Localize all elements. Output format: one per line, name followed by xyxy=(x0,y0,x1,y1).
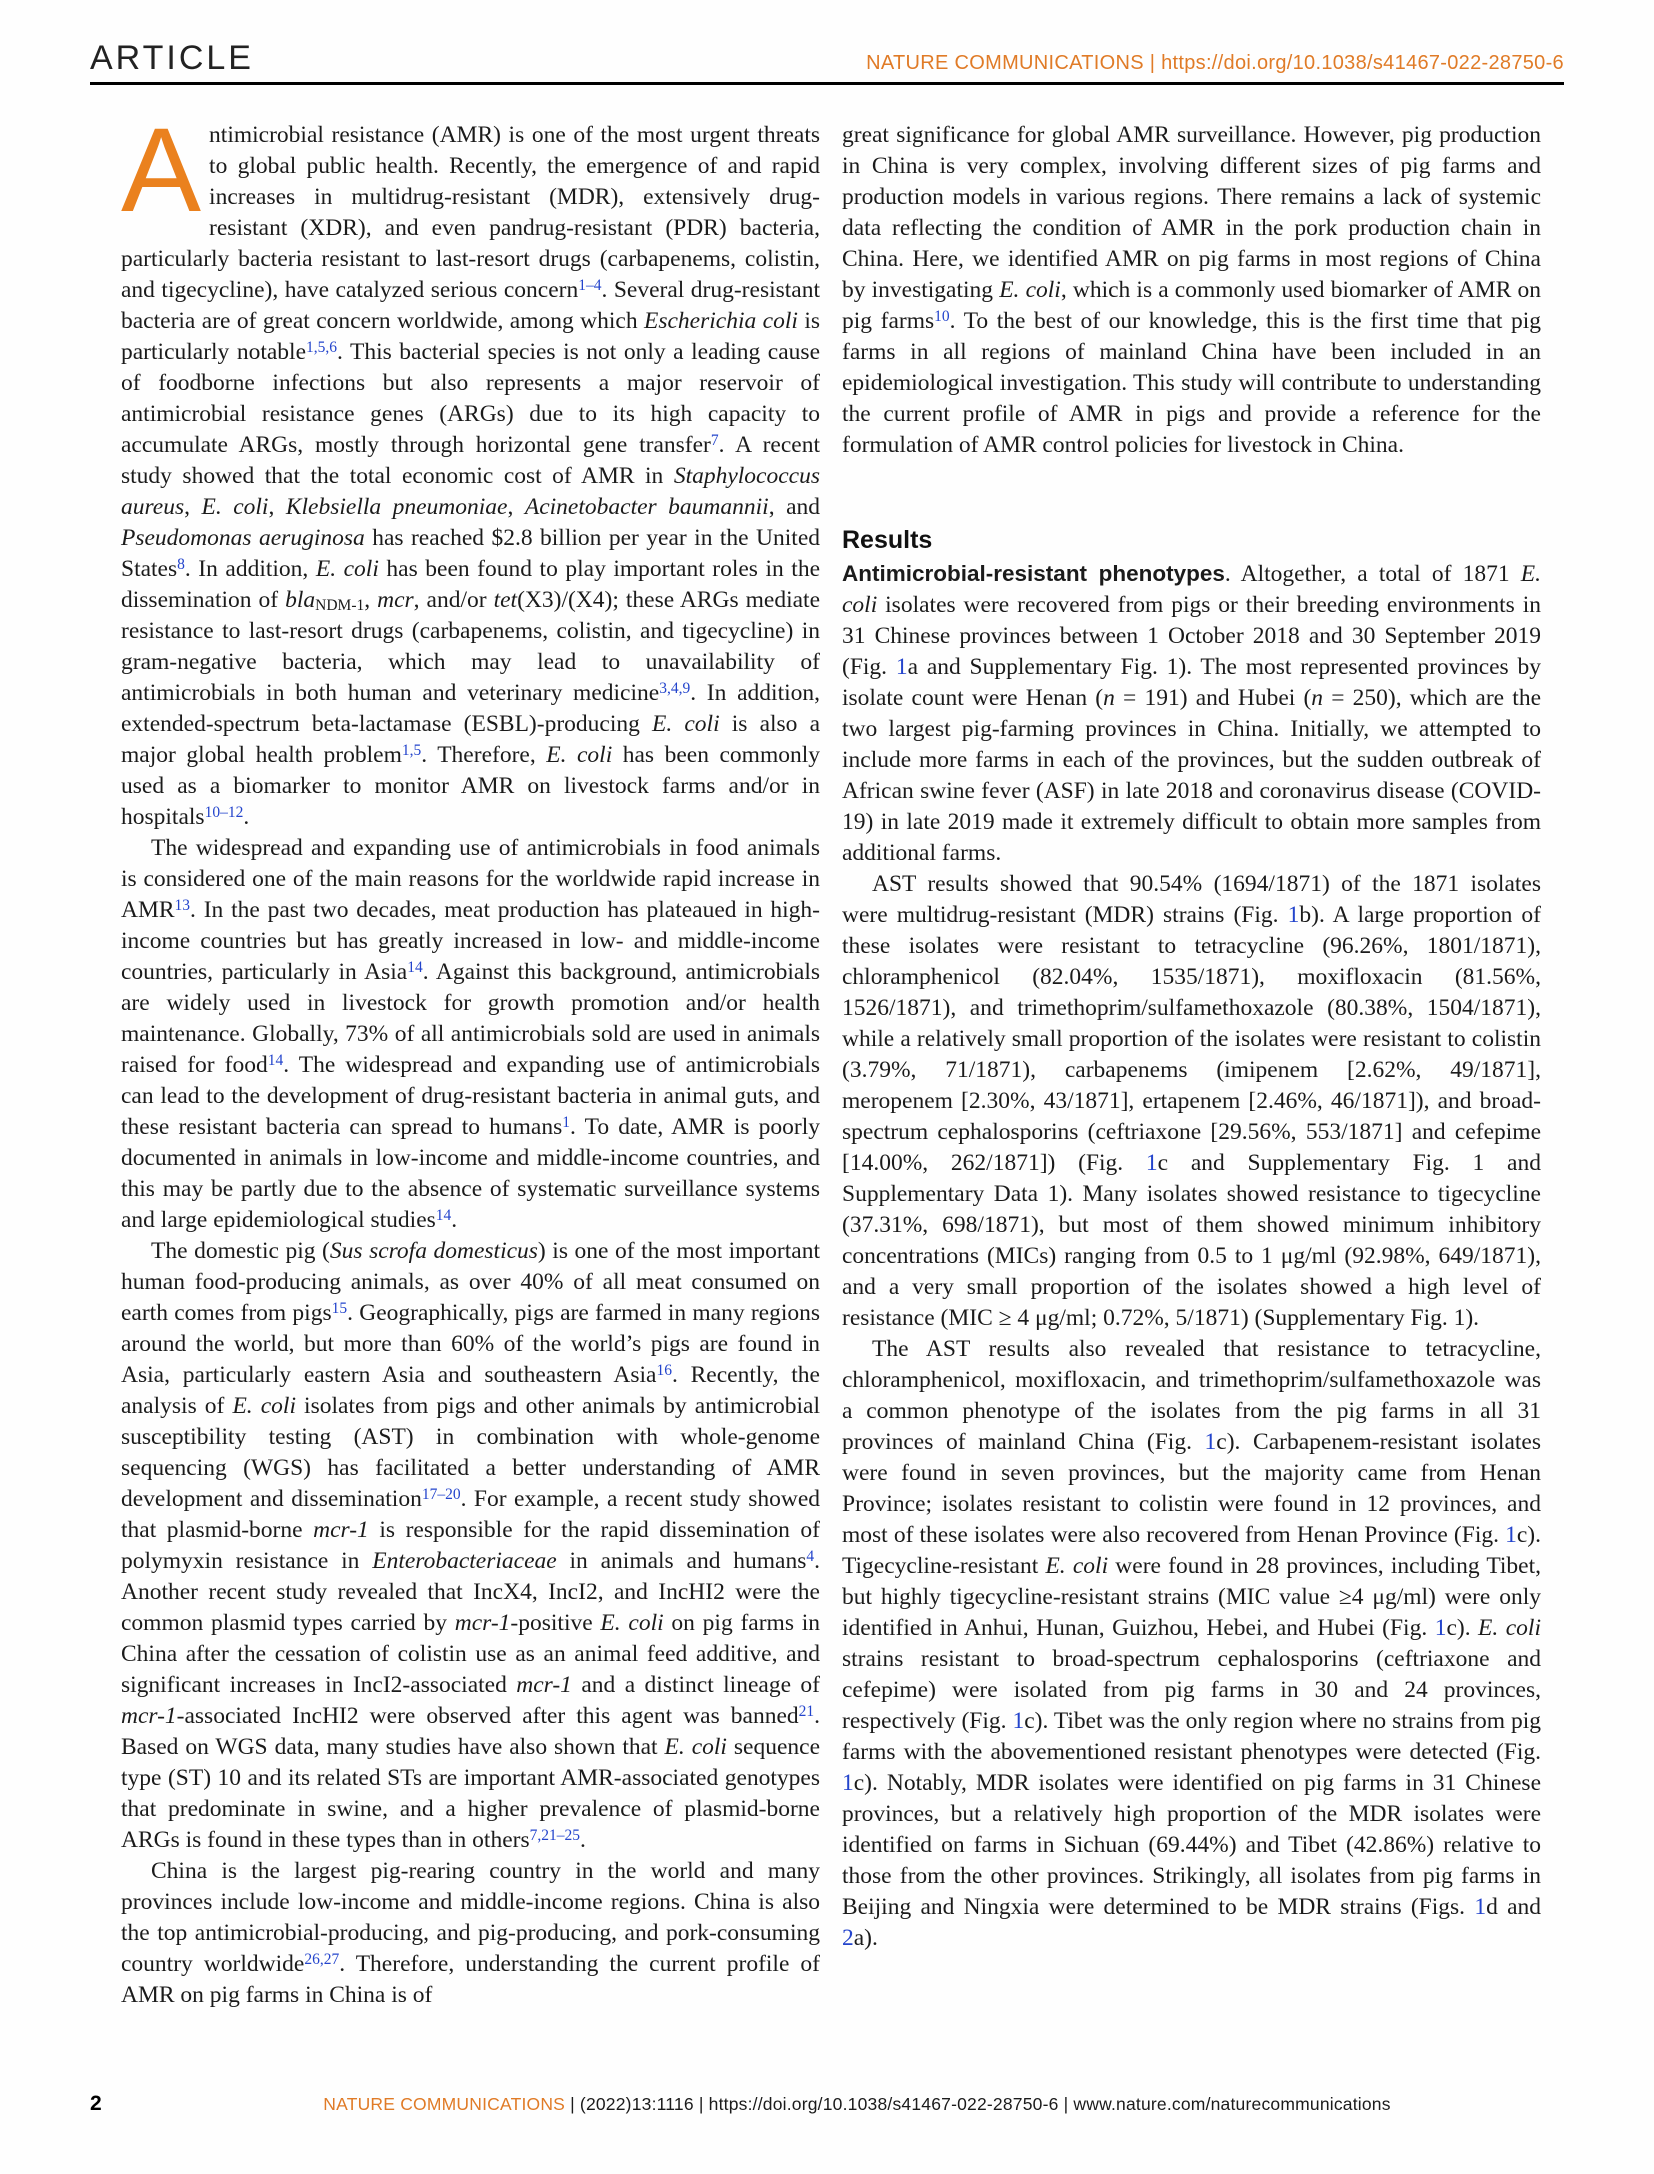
reference-link[interactable]: 16 xyxy=(656,1362,672,1380)
reference-link[interactable]: 1,5 xyxy=(401,742,422,760)
reference-link[interactable]: 1,5,6 xyxy=(306,339,338,357)
right-column xyxy=(842,120,1541,2011)
reference-link[interactable]: 13 xyxy=(174,897,191,915)
article-type-label: ARTICLE xyxy=(90,39,254,77)
paragraph: The domestic pig (Sus scrofa domesticus) is one of the most important human food-producing animals, as over 40% of all meat consumed on earth comes from pigs$^{15}$. Geographically, pigs are farmed in many regions around the world, but more than 60% of the world’s pigs are found in Asia, particularly eastern Asia and southeastern Asia$^{16}$. Recently, the analysis of E. coli isolates from pigs and other animals by antimicrobial susceptibility testing (AST) in combination with whole-genome sequencing (WGS) has facilitated a better understanding of AMR development and dissemination$^{17-20}$. For example, a recent study showed that plasmid-borne mcr-1 is responsible for the rapid dissemination of polymyxin resistance in Enterobacteriaceae in animals and humans$^4$. Another recent study revealed that IncX4, IncI2, and IncHI2 were the common plasmid types carried by mcr-1-positive E. coli on pig farms in China after the cessation of colistin use as an animal feed additive, and significant increases in IncI2-associated mcr-1 and a distinct lineage of mcr-1-associated IncHI2 were observed after this agent was banned$^{21}$. Based on WGS data, many studies have also shown that E. coli sequence type (ST) 10 and its related STs are important AMR-associated genotypes that predominate in swine, and a higher prevalence of plasmid-borne ARGs is found in these types than in others$^{7,21-25}$. xyxy=(121,1238,821,1853)
paragraph: The widespread and expanding use of antimicrobials in food animals is considered one of the main reasons for the worldwide rapid increase in AMR$^{13}$. In the past two decades, meat production has plateaued in high-income countries but has greatly increased in low- and middle-income countries, particularly in Asia$^{14}$. Against this background, antimicrobials are widely used in livestock for growth promotion and/or health maintenance. Globally, 73% of all antimicrobials sold are used in animals raised for food$^{14}$. The widespread and expanding use of antimicrobials can lead to the development of drug-resistant bacteria in animal guts, and these resistant bacteria can spread to humans$^1$. To date, AMR is poorly documented in animals in low-income and middle-income countries, and this may be partly due to the absence of systematic surveillance systems and large epidemiological studies$^{14}$. xyxy=(121,835,821,1233)
page-footer xyxy=(90,2092,1564,2116)
italic-term: E. coli xyxy=(999,277,1061,303)
italic-term: E. coli xyxy=(1045,1553,1109,1579)
italic-term: E. coli xyxy=(600,1610,664,1636)
italic-term: mcr-1 xyxy=(454,1610,511,1636)
italic-term: E. coli xyxy=(232,1393,296,1419)
run-in-heading: Antimicrobial-resistant phenotypes xyxy=(842,561,1225,586)
reference-link[interactable]: 10–12 xyxy=(204,804,244,822)
italic-term: Klebsiella pneumoniae xyxy=(285,494,508,520)
italic-term: mcr-1 xyxy=(313,1517,369,1543)
reference-link[interactable]: 1 xyxy=(562,1114,570,1132)
reference-link[interactable]: 1–4 xyxy=(578,277,602,295)
paragraph: China is the largest pig-rearing country in the world and many provinces include low-income and middle-income regions. China is also the top antimicrobial-producing, and pig-producing, and pork-consuming country worldwide$^{26,27}$. Therefore, understanding the current profile of AMR on pig farms in China is of xyxy=(121,1858,821,2008)
figure-link[interactable]: 2 xyxy=(842,1925,854,1951)
figure-link[interactable]: 1 xyxy=(1474,1894,1487,1920)
italic-term: Sus scrofa domesticus xyxy=(329,1238,538,1264)
journal-doi-link[interactable]: NATURE COMMUNICATIONS | https://doi.org/10.1038/s41467-022-28750-6 xyxy=(866,52,1564,74)
footer-journal-link[interactable]: NATURE COMMUNICATIONS xyxy=(323,2094,566,2114)
italic-term: E. coli xyxy=(315,556,379,582)
figure-link[interactable]: 1 xyxy=(1505,1522,1517,1548)
paragraph: The AST results also revealed that resistance to tetracycline, chloramphenicol, moxifloxacin, and trimethoprim/sulfamethoxazole was a common phenotype of the isolates from the pig farms in all 31 provinces of mainland China (Fig. 1c). Carbapenem-resistant isolates were found in seven provinces, but the majority came from Henan Province; isolates resistant to colistin were found in 12 provinces, and most of these isolates were also recovered from Henan Province (Fig. 1c). Tigecycline-resistant E. coli were found in 28 provinces, including Tibet, but highly tigecycline-resistant strains (MIC value ≥4 μg/ml) were only identified in Anhui, Hunan, Guizhou, Hebei, and Hubei (Fig. 1c). E. coli strains resistant to broad-spectrum cephalosporins (ceftriaxone and cefepime) were isolated from pig farms in 30 and 24 provinces, respectively (Fig. 1c). Tibet was the only region where no strains from pig farms with the abovementioned resistant phenotypes were detected (Fig. 1c). Notably, MDR isolates were identified on pig farms in 31 Chinese provinces, but a relatively high proportion of the MDR isolates were identified on farms in Sichuan (69.44%) and Tibet (42.86%) relative to those from the other provinces. Strikingly, all isolates from pig farms in Beijing and Ningxia were determined to be MDR strains (Figs. 1d and 2a). xyxy=(842,1336,1542,1951)
reference-link[interactable]: 14 xyxy=(407,959,423,977)
footer-citation-links[interactable]: | (2022)13:1116 | https://doi.org/10.1038/s41467-022-28750-6 | www.nature.com/naturecommunications xyxy=(570,2094,1391,2114)
italic-term: Acinetobacter baumannii xyxy=(524,494,769,520)
section-heading: Results xyxy=(842,526,933,554)
reference-link[interactable]: 4 xyxy=(806,1548,815,1566)
italic-term: mcr-1 xyxy=(516,1672,572,1698)
italic-term: Staphylococcus aureus xyxy=(121,463,820,520)
reference-link[interactable]: 21 xyxy=(798,1703,815,1721)
figure-link[interactable]: 1 xyxy=(1145,1150,1158,1176)
italic-term: E. coli xyxy=(1478,1615,1541,1641)
left-column xyxy=(121,103,821,2011)
italic-term: E. coli xyxy=(546,742,613,768)
reference-link[interactable]: 7,21–25 xyxy=(529,1827,580,1845)
italic-term: E. coli xyxy=(652,711,720,737)
italic-term: E. coli xyxy=(842,561,1542,618)
reference-link[interactable]: 14 xyxy=(435,1207,452,1225)
figure-link[interactable]: 1 xyxy=(1434,1615,1447,1641)
italic-term: mcr-1 xyxy=(121,1703,177,1729)
italic-term: E. coli xyxy=(664,1734,727,1760)
italic-term: mcr xyxy=(377,587,414,613)
figure-link[interactable]: 1 xyxy=(1012,1708,1025,1734)
italic-term: E. coli xyxy=(201,494,269,520)
italic-term: Enterobacteriaceae xyxy=(372,1548,557,1574)
figure-link[interactable]: 1 xyxy=(1204,1429,1217,1455)
italic-term: bla xyxy=(285,587,316,613)
reference-link[interactable]: 14 xyxy=(267,1052,284,1070)
italic-term: tet xyxy=(493,587,518,613)
reference-link[interactable]: 7 xyxy=(710,432,719,450)
gene-subscript: NDM-1 xyxy=(315,597,365,615)
reference-link[interactable]: 15 xyxy=(331,1300,348,1318)
page-header xyxy=(90,30,1564,78)
reference-link[interactable]: 10 xyxy=(934,308,950,326)
page-number: 2 xyxy=(90,2092,102,2115)
italic-term: Pseudomonas aeruginosa xyxy=(121,525,365,551)
figure-link[interactable]: 1 xyxy=(895,654,908,680)
italic-term: Escherichia coli xyxy=(644,308,798,334)
drop-cap: A xyxy=(121,103,202,237)
lead-paragraph: Antimicrobial resistance (AMR) is one of the most urgent threats to global public health. Recently, the emergence of and rapid increases in multidrug-resistant (MDR), extensively drug-resistant (XDR), and even pandrug-resistant (PDR) bacteria, particularly bacteria resistant to last-resort drugs (carbapenems, colistin, and tigecycline), have catalyzed serious concern$^{1-4}$. Several drug-resistant bacteria are of great concern worldwide, among which Escherichia coli is particularly notable$^{1,5,6}$. This bacterial species is not only a leading cause of foodborne infections but also represents a major reservoir of antimicrobial resistance genes (ARGs) due to its high capacity to accumulate ARGs, mostly through horizontal gene transfer$^7$. A recent study showed that the total economic cost of AMR in Staphylococcus aureus, E. coli, Klebsiella pneumoniae, Acinetobacter baumannii, and Pseudomonas aeruginosa has reached $2.8 billion per year in the United States$^8$. In addition, E. coli has been found to play important roles in the dissemination of bla$_{NDM-1}$, mcr, and/or tet(X3)/(X4); these ARGs mediate resistance to last-resort drugs (carbapenems, colistin, and tigecycline) in gram-negative bacteria, which may lead to unavailability of antimicrobials in both human and veterinary medicine$^{3,4,9}$. In addition, extended-spectrum beta-lactamase (ESBL)-producing E. coli is also a major global health problem$^{1,5}$. Therefore, E. coli has been commonly used as a biomarker to monitor AMR on livestock farms and/or in hospitals$^{10-12}$. xyxy=(121,103,821,830)
article-body xyxy=(121,103,1542,2011)
italic-term: n xyxy=(1103,685,1115,711)
paragraph: great significance for global AMR surveillance. However, pig production in China is very complex, involving different sizes of pig farms and production models in various regions. There remains a lack of systemic data reflecting the condition of AMR in the pork production chain in China. Here, we identified AMR on pig farms in most regions of China by investigating E. coli, which is a commonly used biomarker of AMR on pig farms$^{10}$. To the best of our knowledge, this is the first time that pig farms in all regions of mainland China have been included in an epidemiological investigation. This study will contribute to understanding the current profile of AMR in pigs and provide a reference for the formulation of AMR control policies for livestock in China. xyxy=(842,122,1542,458)
figure-link[interactable]: 1 xyxy=(842,1770,854,1796)
footer-citation xyxy=(150,2094,1564,2115)
reference-link[interactable]: 26,27 xyxy=(304,1951,340,1969)
reference-link[interactable]: 3,4,9 xyxy=(659,680,691,698)
reference-link[interactable]: 17–20 xyxy=(421,1486,461,1504)
italic-term: n xyxy=(1311,685,1324,711)
header-rule xyxy=(90,82,1564,85)
paragraph: Antimicrobial-resistant phenotypes. Altogether, a total of 1871 E. coli isolates were recovered from pigs or their breeding environments in 31 Chinese provinces between 1 October 2018 and 30 September 2019 (Fig. 1a and Supplementary Fig. 1). The most represented provinces by isolate count were Henan (n = 191) and Hubei (n = 250), which are the two largest pig-farming provinces in China. Initially, we attempted to include more farms in each of the provinces, but the sudden outbreak of African swine fever (ASF) in late 2018 and coronavirus disease (COVID-19) in late 2019 made it extremely difficult to obtain more samples from additional farms. xyxy=(842,561,1542,866)
figure-link[interactable]: 1 xyxy=(1287,902,1300,928)
reference-link[interactable]: 8 xyxy=(177,556,185,574)
paragraph: AST results showed that 90.54% (1694/1871) of the 1871 isolates were multidrug-resistant (MDR) strains (Fig. 1b). A large proportion of these isolates were resistant to tetracycline (96.26%, 1801/1871), chloramphenicol (82.04%, 1535/1871), moxifloxacin (81.56%, 1526/1871), and trimethoprim/sulfamethoxazole (80.38%, 1504/1871), while a relatively small proportion of the isolates were resistant to colistin (3.79%, 71/1871), carbapenems (imipenem [2.62%, 49/1871], meropenem [2.30%, 43/1871], ertapenem [2.46%, 46/1871]), and broad-spectrum cephalosporins (ceftriaxone [29.56%, 553/1871] and cefepime [14.00%, 262/1871]) (Fig. 1c and Supplementary Fig. 1 and Supplementary Data 1). Many isolates showed resistance to tigecycline (37.31%, 698/1871), but most of them showed minimum inhibitory concentrations (MICs) ranging from 0.5 to 1 μg/ml (92.98%, 649/1871), and a very small proportion of the isolates showed a high level of resistance (MIC ≥ 4 μg/ml; 0.72%, 5/1871) (Supplementary Fig. 1). xyxy=(842,871,1542,1331)
